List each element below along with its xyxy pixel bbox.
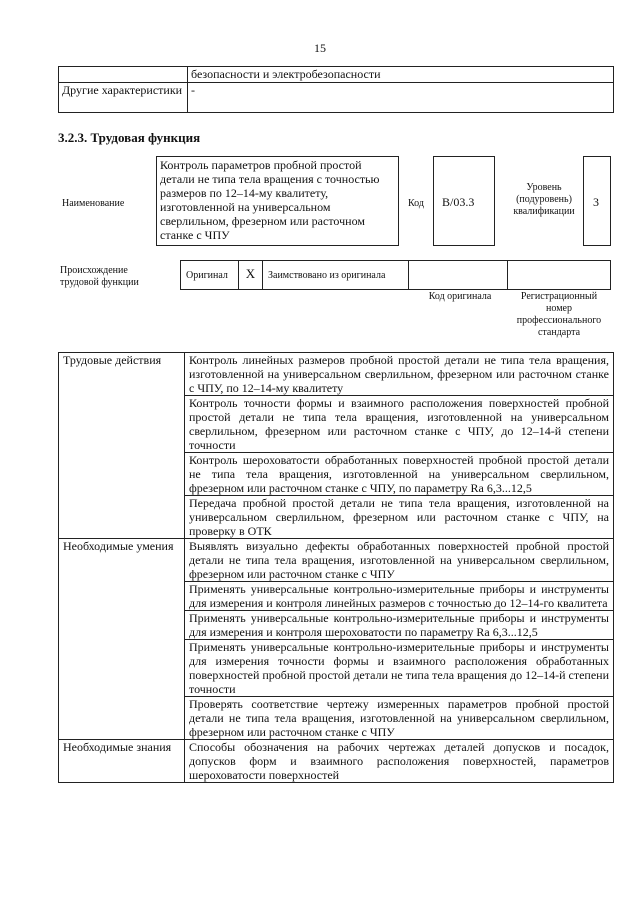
page-number: 15	[314, 41, 326, 55]
empty-label-cell	[59, 67, 188, 83]
skill-item: Применять универсальные контрольно-измерительные приборы и инструменты для измерения точности формы и взаимного расположения обработанных поверхностей пробной простой детали не типа тела вращения до 12–14-й степени точности	[185, 640, 614, 697]
skill-item: Применять универсальные контрольно-измерительные приборы и инструменты для измерения и контроля шероховатости по параметру Ra 6,3...12,5	[185, 611, 614, 640]
code-value-box	[433, 156, 495, 246]
code-original-cell	[408, 260, 508, 290]
borrowed-label: Заимствовано из оригинала	[268, 270, 386, 281]
skill-item: Выявлять визуально дефекты обработанных поверхностей пробной простой детали не типа тела вращения, изготовленной на универсальном сверлильном, фрезерном или расточном станке с ЧПУ	[185, 539, 614, 582]
row2-value: -	[188, 83, 614, 113]
skill-item: Применять универсальные контрольно-измерительные приборы и инструменты для измерения и контроля линейных размеров с точностью до 12–14-го квалитета	[185, 582, 614, 611]
skill-item: Проверять соответствие чертежу измеренных параметров пробной простой детали не типа тела вращения, изготовленной на универсальном сверлильном, фрезерном или расточном станке с ЧПУ	[185, 697, 614, 740]
row1-value: безопасности и электробезопасности	[188, 67, 614, 83]
origin-label: Происхождение трудовой функции	[60, 265, 139, 288]
section-heading: 3.2.3. Трудовая функция	[58, 130, 201, 145]
action-item: Контроль линейных размеров пробной простой детали не типа тела вращения, изготовленной на универсальном сверлильном, фрезерном или расточном станке с ЧПУ, по 12–14-му квалитету	[185, 353, 614, 396]
code-label: Код	[408, 198, 424, 209]
original-label: Оригинал	[186, 270, 228, 281]
section-label-actions: Трудовые действия	[59, 353, 185, 539]
reg-number-caption: Регистрационный номер профессионального стандарта	[516, 291, 602, 338]
previous-section-table	[58, 66, 614, 113]
function-name-box	[156, 156, 399, 246]
action-item: Контроль шероховатости обработанных поверхностей пробной простой детали не типа тела вращения, изготовленной на универсальном сверлильном, фрезерном или расточном станке с ЧПУ, по параметру Ra 6,3...12,5	[185, 453, 614, 496]
knowledge-item: Способы обозначения на рабочих чертежах деталей допусков и посадок, допусков форм и взаимного расположения поверхностей, параметров шероховатости поверхностей	[185, 740, 614, 783]
level-label: Уровень (подуровень) квалификации	[513, 182, 575, 217]
level-value-box	[583, 156, 611, 246]
action-item: Контроль точности формы и взаимного расположения поверхностей пробной простой детали не типа тела вращения, изготовленной на универсальном сверлильном, фрезерном или расточном станке с ЧПУ, до 12–14-й степени точности	[185, 396, 614, 453]
level-value: 3	[593, 195, 599, 209]
function-details-table	[58, 352, 614, 783]
function-name-text: Контроль параметров пробной простой детали не типа тела вращения с точностью размеров по 12–14-му квалитету, изготовленной на универсальном сверлильном, фрезерном или расточном станке с ЧПУ	[160, 158, 380, 242]
name-label: Наименование	[62, 198, 125, 209]
original-mark: X	[239, 260, 263, 290]
code-value: B/03.3	[442, 195, 475, 209]
row2-label: Другие характеристики	[59, 83, 188, 113]
code-original-caption: Код оригинала	[428, 291, 492, 302]
section-label-skills: Необходимые умения	[59, 539, 185, 740]
section-label-knowledge: Необходимые знания	[59, 740, 185, 783]
action-item: Передача пробной простой детали не типа тела вращения, изготовленной на универсальном сверлильном, фрезерном или расточном станке с ЧПУ, на проверку в ОТК	[185, 496, 614, 539]
